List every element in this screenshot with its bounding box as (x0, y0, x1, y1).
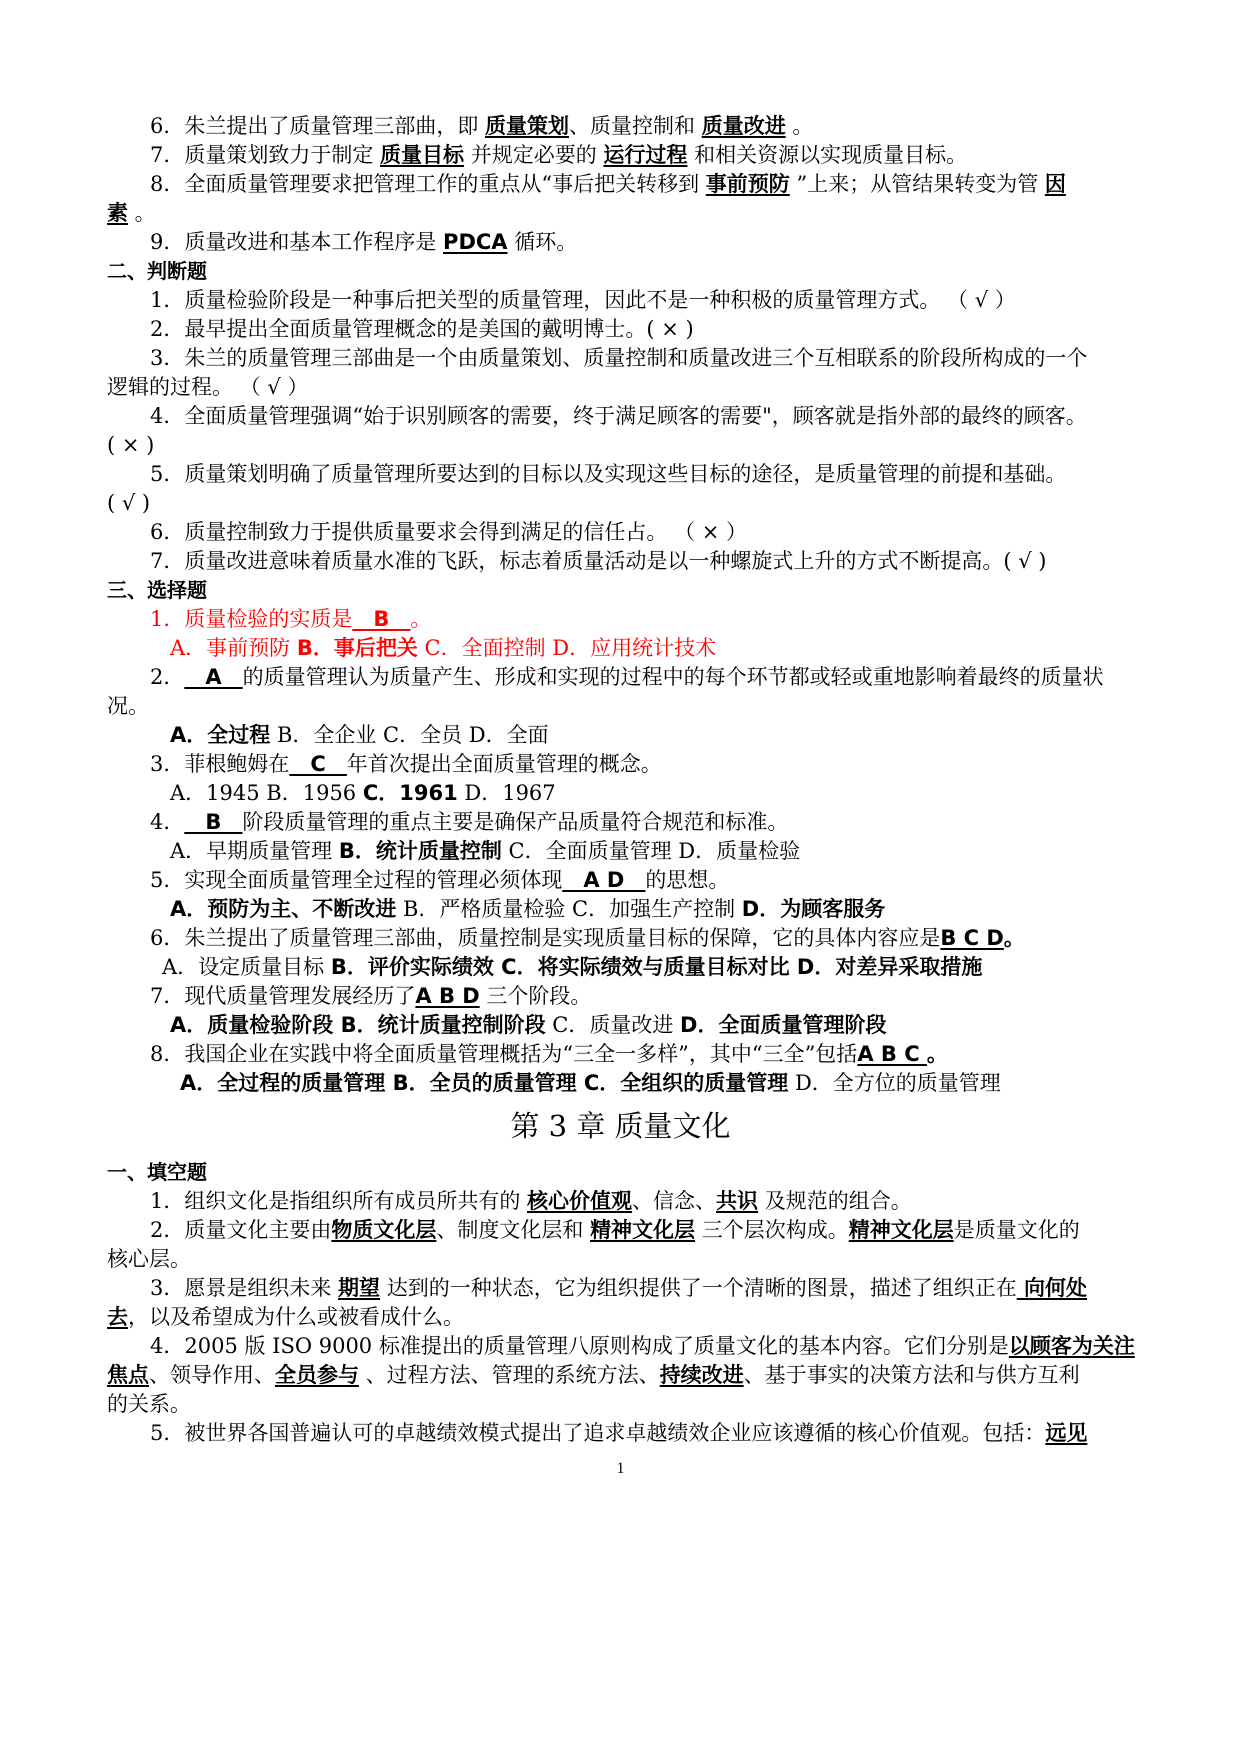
option-correct: B．统计质量控制阶段 (340, 1013, 546, 1037)
choice-question-7 (150, 982, 1140, 1010)
text: 、质量控制和 (569, 114, 702, 138)
judge-item: 3．朱兰的质量管理三部曲是一个由质量策划、质量控制和质量改进三个互相联系的阶段所构成的一个 (150, 346, 1088, 370)
fill-item-8 (150, 170, 1140, 198)
chapter-title: 第 3 章 质量文化 (510, 1109, 731, 1143)
option: C．质量改进 (545, 1013, 681, 1037)
text: 5．被世界各国普遍认可的卓越绩效模式提出了追求卓越绩效企业应该遵循的核心价值观。包括： (150, 1421, 1046, 1445)
choice-question-3 (150, 750, 1140, 778)
text: 。 (1003, 926, 1025, 950)
answer: __A D__ (562, 868, 646, 892)
option-correct: A．全过程的质量管理 B．全员的质量管理 C．全组织的质量管理 (180, 1071, 789, 1095)
fill-item-4-cont2: 的关系。 (107, 1392, 191, 1416)
text: 3．菲根鲍姆在 (150, 752, 290, 776)
text: 。 (926, 1042, 948, 1066)
judge-item: 2．最早提出全面质量管理概念的是美国的戴明博士。( × ) (150, 317, 694, 341)
judge-item-cont: ( × ) (107, 433, 155, 457)
choice-question-2-cont: 况。 (107, 694, 149, 718)
choice-question-6 (150, 924, 1140, 952)
section-heading-judge: 二、判断题 (107, 259, 207, 283)
option: D．1967 (457, 781, 556, 805)
answer: __A__ (184, 665, 243, 689)
answer: B C D (940, 926, 1004, 950)
fill-item-2-cont: 核心层。 (107, 1247, 191, 1271)
fill-item-5 (150, 1419, 1140, 1447)
text: 的思想。 (645, 868, 730, 892)
text: 5．实现全面质量管理全过程的管理必须体现 (150, 868, 563, 892)
choice-question-5 (150, 866, 1140, 894)
option-correct: B．统计质量控制 (338, 839, 502, 863)
text: 6．朱兰提出了质量管理三部曲，即 (150, 114, 486, 138)
answer: A B C (857, 1042, 927, 1066)
text: 8．我国企业在实践中将全面质量管理概括为“三全一多样”，其中“三全”包括 (150, 1042, 858, 1066)
text: 。 (785, 114, 814, 138)
option: A．早期质量管理 (170, 839, 339, 863)
answer: 全员参与 (275, 1363, 359, 1387)
answer: __B__ (184, 810, 243, 834)
answer: 质量策划 (485, 114, 570, 138)
answer: A B D (415, 984, 480, 1008)
fill-item-8-cont (107, 199, 1137, 227)
text: 三个阶段。 (479, 984, 592, 1008)
judge-item: 6．质量控制致力于提供质量要求会得到满足的信任占。 （ × ） (150, 520, 747, 544)
page-number: 1 (616, 1460, 625, 1477)
option: B．全企业 C．全员 D．全面 (270, 723, 549, 747)
choice-options-6 (162, 953, 1192, 981)
answer: PDCA (443, 230, 508, 254)
fill-item-9 (150, 228, 1140, 256)
answer: 因 (1044, 172, 1066, 196)
text: 及规范的组合。 (758, 1189, 912, 1213)
option-correct: B．评价实际绩效 C．将实际绩效与质量目标对比 D．对差异采取措施 (330, 955, 983, 979)
answer: 物质文化层 (331, 1218, 437, 1242)
answer: 质量目标 (380, 143, 465, 167)
text: 8．全面质量管理要求把管理工作的重点从“事后把关转移到 (150, 172, 706, 196)
fill-item-1 (150, 1187, 1140, 1215)
answer: 运行过程 (603, 143, 688, 167)
fill-item-4 (150, 1332, 1140, 1360)
judge-item-cont: 逻辑的过程。 （ √ ） (107, 375, 309, 399)
choice-options-4 (170, 837, 1200, 865)
text: 1．质量检验的实质是 (150, 607, 353, 631)
option: C．全面控制 D．应用统计技术 (417, 636, 717, 660)
fill-item-4-cont (107, 1361, 1137, 1389)
text: 。 (410, 607, 432, 631)
option-correct: D．为顾客服务 (741, 897, 886, 921)
option-correct: C．1961 (362, 781, 458, 805)
text: 是质量文化的 (953, 1218, 1080, 1242)
answer: 远见 (1045, 1421, 1088, 1445)
answer: __C__ (289, 752, 347, 776)
section-heading-choice: 三、选择题 (107, 578, 207, 602)
text: 达到的一种状态，它为组织提供了一个清晰的图景，描述了组织正在 (380, 1276, 1017, 1300)
option-correct: B．事后把关 (296, 636, 418, 660)
text: ”上来；从管结果转变为管 (789, 172, 1045, 196)
fill-item-3 (150, 1274, 1140, 1302)
text: 6．朱兰提出了质量管理三部曲，质量控制是实现质量目标的保障，它的具体内容应是 (150, 926, 941, 950)
choice-options-5 (170, 895, 1200, 923)
text: 1．组织文化是指组织所有成员所共有的 (150, 1189, 528, 1213)
answer: 焦点 (107, 1363, 149, 1387)
option-correct: A．全过程 (170, 723, 271, 747)
text: 阶段质量管理的重点主要是确保产品质量符合规范和标准。 (242, 810, 789, 834)
choice-question-1 (150, 605, 1140, 633)
answer: 以顾客为关注 (1008, 1334, 1135, 1358)
answer: __B__ (352, 607, 411, 631)
answer: 精神文化层 (848, 1218, 954, 1242)
text: 、领导作用、 (149, 1363, 275, 1387)
option: A．设定质量目标 (162, 955, 331, 979)
choice-question-4 (150, 808, 1140, 836)
fill-item-3-cont (107, 1303, 1137, 1331)
text: 的质量管理认为质量产生、形成和实现的过程中的每个环节都或轻或重地影响着最终的质量状 (242, 665, 1104, 689)
option-correct: A．预防为主、不断改进 (170, 897, 397, 921)
choice-options-1 (170, 634, 1200, 662)
answer: 事前预防 (705, 172, 790, 196)
answer: 质量改进 (701, 114, 786, 138)
answer: 向何处 (1016, 1276, 1088, 1300)
judge-item-cont: ( √ ) (107, 491, 151, 515)
text: 、信念、 (632, 1189, 717, 1213)
text: 、过程方法、管理的系统方法、 (359, 1363, 660, 1387)
answer: 共识 (716, 1189, 759, 1213)
judge-item: 4．全面质量管理强调“始于识别顾客的需要，终于满足顾客的需要"，顾客就是指外部的最终的顾客。 (150, 404, 1087, 428)
option: A．1945 B．1956 (170, 781, 363, 805)
text: 4． (150, 810, 185, 834)
text: 2． (150, 665, 185, 689)
option: B．严格质量检验 C．加强生产控制 (396, 897, 742, 921)
answer: 期望 (338, 1276, 381, 1300)
fill-item-6 (150, 112, 1140, 140)
text: 4．2005 版 ISO 9000 标准提出的质量管理八原则构成了质量文化的基本内容。它们分别是 (150, 1334, 1009, 1358)
text: 并规定必要的 (464, 143, 604, 167)
text: ，以及希望成为什么或被看成什么。 (128, 1305, 464, 1329)
choice-options-7 (170, 1011, 1200, 1039)
judge-item: 5．质量策划明确了质量管理所要达到的目标以及实现这些目标的途径，是质量管理的前提和基础。 (150, 462, 1067, 486)
answer: 核心价值观 (527, 1189, 633, 1213)
fill-item-7 (150, 141, 1140, 169)
text: 和相关资源以实现质量目标。 (687, 143, 968, 167)
text: 、基于事实的决策方法和与供方互利 (743, 1363, 1080, 1387)
choice-options-2 (170, 721, 1200, 749)
text: 2．质量文化主要由 (150, 1218, 332, 1242)
answer: 去 (107, 1305, 128, 1329)
answer: 精神文化层 (590, 1218, 696, 1242)
option-correct: A．质量检验阶段 (170, 1013, 341, 1037)
choice-options-3 (170, 779, 1200, 807)
text: 三个层次构成。 (695, 1218, 849, 1242)
option: C．全面质量管理 D．质量检验 (501, 839, 801, 863)
text: 7．现代质量管理发展经历了 (150, 984, 416, 1008)
choice-options-8 (180, 1069, 1210, 1097)
text: 9．质量改进和基本工作程序是 (150, 230, 444, 254)
text: 年首次提出全面质量管理的概念。 (346, 752, 662, 776)
text: 。 (128, 201, 156, 225)
choice-question-8 (150, 1040, 1140, 1068)
text: 7．质量策划致力于制定 (150, 143, 381, 167)
option-correct: D．全面质量管理阶段 (680, 1013, 887, 1037)
judge-item: 7．质量改进意味着质量水准的飞跃，标志着质量活动是以一种螺旋式上升的方式不断提高。( √ ) (150, 549, 1047, 573)
choice-question-2 (150, 663, 1140, 691)
text: 3．愿景是组织未来 (150, 1276, 339, 1300)
fill-item-2 (150, 1216, 1140, 1244)
text: 循环。 (507, 230, 578, 254)
option: A．事前预防 (170, 636, 297, 660)
option: D．全方位的质量管理 (788, 1071, 1001, 1095)
answer: 素 (107, 201, 128, 225)
section-heading-fill: 一、填空题 (107, 1160, 207, 1184)
text: 、制度文化层和 (436, 1218, 591, 1242)
judge-item: 1．质量检验阶段是一种事后把关型的质量管理，因此不是一种积极的质量管理方式。 （ √ ） (150, 288, 1016, 312)
answer: 持续改进 (659, 1363, 744, 1387)
